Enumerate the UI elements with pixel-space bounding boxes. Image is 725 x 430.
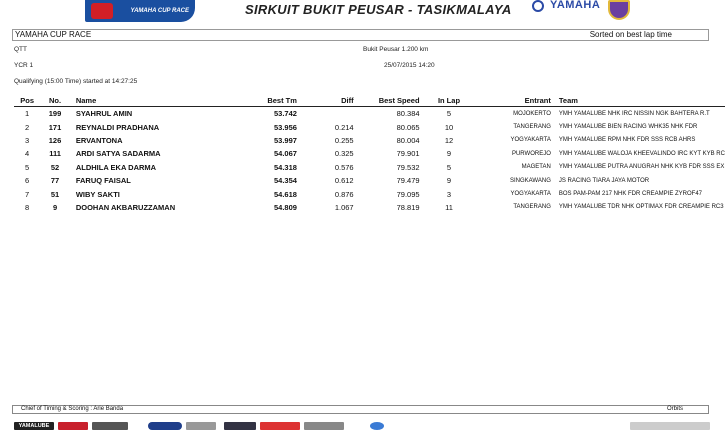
sponsor-logo	[58, 422, 88, 430]
session-class: YCR 1	[14, 62, 34, 69]
cell-entrant: PURWOREJO	[511, 150, 551, 157]
cell-name: WIBY SAKTI	[75, 189, 120, 199]
cell-no: 111	[49, 149, 61, 159]
cell-name: FARUQ FAISAL	[75, 176, 131, 186]
cell-entrant: TANGERANG	[513, 204, 551, 211]
sponsor-logo	[260, 422, 300, 430]
cell-in-lap: 5	[446, 162, 452, 172]
table-row	[14, 174, 725, 187]
session-datetime: 25/07/2015 14:20	[384, 62, 435, 69]
table-row	[14, 120, 725, 133]
yamaha-logo-text: YAMAHA	[550, 0, 601, 11]
cell-in-lap: 3	[446, 189, 452, 199]
event-title: YAMAHA CUP RACE	[15, 30, 92, 39]
logo-red-mark	[91, 3, 113, 19]
table-row	[14, 107, 725, 121]
event-bar	[12, 29, 709, 41]
cell-no: 51	[50, 189, 60, 199]
table-row	[14, 201, 725, 214]
cell-name: DOOHAN AKBARUZZAMAN	[75, 202, 176, 212]
cell-team: YMH YAMALUBE NHK IRC NISSIN NGK BAHTERA R.T	[558, 110, 710, 117]
cell-best-tm: 54.809	[273, 202, 297, 212]
col-name: Name	[75, 96, 97, 105]
cell-no: 126	[48, 135, 62, 145]
sponsor-logo	[304, 422, 344, 430]
col-pos: Pos	[20, 96, 34, 105]
cell-best-speed: 79.479	[396, 176, 420, 186]
sponsor-logo	[224, 422, 256, 430]
col-entrant: Entrant	[524, 96, 551, 105]
cell-name: ALDHILA EKA DARMA	[75, 162, 157, 172]
cell-entrant: YOGYAKARTA	[510, 191, 551, 198]
session-code: QTT	[14, 46, 27, 53]
cell-diff: 0.214	[334, 122, 354, 132]
sponsor-yamalube: YAMALUBE	[14, 422, 54, 430]
page-header	[0, 0, 725, 26]
table-row	[14, 147, 725, 160]
cell-in-lap: 11	[445, 202, 453, 212]
cell-name: REYNALDI PRADHANA	[75, 122, 160, 132]
cell-in-lap: 12	[444, 135, 454, 145]
col-diff: Diff	[341, 96, 354, 105]
cell-best-tm: 54.618	[273, 189, 297, 199]
sponsor-logo	[148, 422, 182, 430]
cell-team: YMH YAMALUBE PUTRA ANUGRAH NHK KYB FDR SSS EX	[558, 164, 725, 171]
cell-best-tm: 53.997	[273, 135, 297, 145]
logo-text: YAMAHA CUP RACE	[130, 7, 189, 14]
sort-label: Sorted on best lap time	[589, 30, 672, 39]
cell-best-tm: 53.742	[273, 109, 297, 119]
table-row	[14, 134, 725, 147]
cell-team: YMH YAMALUBE WALOJA KHEEVALINDO IRC KYT KYB RC	[558, 150, 725, 157]
cell-diff: 0.576	[334, 162, 354, 172]
cell-name: SYAHRUL AMIN	[75, 109, 133, 119]
cell-in-lap: 5	[446, 109, 452, 119]
cell-no: 52	[50, 162, 60, 172]
cell-best-speed: 79.901	[396, 149, 420, 159]
cell-pos: 4	[25, 149, 30, 159]
cell-entrant: MOJOKERTO	[513, 110, 551, 117]
cell-best-tm: 54.354	[273, 176, 297, 186]
cell-best-tm: 54.067	[273, 149, 297, 159]
results-table	[14, 95, 725, 214]
cell-best-speed: 78.819	[396, 202, 420, 212]
cell-diff: 0.325	[334, 149, 354, 159]
cell-pos: 7	[25, 189, 30, 199]
cell-pos: 3	[25, 135, 30, 145]
chief-of-timing: Chief of Timing & Scoring : Arie Banda	[21, 406, 124, 412]
cell-entrant: MAGETAN	[521, 164, 551, 171]
cell-pos: 2	[25, 122, 30, 132]
cell-team: BOS PAM-PAM 217 NHK FDR CREAMPIE ZYROF47	[558, 191, 703, 198]
cell-diff: 1.067	[334, 202, 354, 212]
cell-pos: 6	[25, 176, 30, 186]
cell-diff: 0.876	[334, 189, 354, 199]
col-in-lap: In Lap	[437, 96, 461, 105]
cell-in-lap: 10	[444, 122, 454, 132]
cell-entrant: SINGKAWANG	[509, 177, 551, 184]
cell-best-speed: 80.065	[396, 122, 420, 132]
cell-best-speed: 80.004	[396, 135, 420, 145]
cell-diff: 0.612	[334, 176, 354, 186]
footer-bar	[12, 405, 709, 414]
table-row	[14, 161, 725, 174]
table-header-row	[14, 95, 725, 107]
cell-team: YMH YAMALUBE RPM NHK FDR SSS RCB AHRS	[558, 137, 696, 144]
cell-no: 77	[50, 176, 60, 186]
cup-race-logo	[85, 0, 195, 22]
cell-diff: 0.255	[334, 135, 354, 145]
cell-best-tm: 54.318	[273, 162, 297, 172]
session-started: Qualifying (15:00 Time) started at 14:27:25	[14, 78, 138, 85]
cell-best-speed: 80.384	[396, 109, 420, 119]
table-row	[14, 187, 725, 200]
cell-no: 9	[52, 202, 58, 212]
cell-no: 199	[48, 109, 62, 119]
cell-team: YMH YAMALUBE TDR NHK OPTIMAX FDR CREAMPIE RC3	[558, 204, 724, 211]
cell-team: JS RACING TIARA JAYA MOTOR	[558, 177, 650, 184]
cell-entrant: YOGYAKARTA	[510, 137, 551, 144]
orbits-label: Orbits	[667, 406, 684, 412]
cell-in-lap: 9	[446, 149, 452, 159]
cell-pos: 8	[25, 202, 30, 212]
cell-name: ERVANTONA	[75, 135, 123, 145]
cell-best-speed: 79.095	[396, 189, 420, 199]
cell-best-tm: 53.956	[273, 122, 297, 132]
sponsor-strip	[0, 419, 725, 430]
cell-pos: 5	[25, 162, 30, 172]
cell-name: ARDI SATYA SADARMA	[75, 149, 161, 159]
cell-entrant: TANGERANG	[513, 124, 551, 131]
cell-diff	[297, 107, 354, 121]
col-best-speed: Best Speed	[378, 96, 420, 105]
crest-shield-icon	[608, 0, 630, 20]
sponsor-logo	[92, 422, 128, 430]
sponsor-logo	[186, 422, 216, 430]
cell-team: YMH YAMALUBE BIEN RACING WHK35 NHK FDR	[558, 124, 698, 131]
sponsor-logo	[630, 422, 710, 430]
col-no: No.	[48, 96, 62, 105]
col-best-tm: Best Tm	[267, 96, 297, 105]
cell-in-lap: 9	[446, 176, 452, 186]
yamaha-emblem-icon	[532, 0, 544, 12]
sponsor-logo	[370, 422, 384, 430]
cell-best-speed: 79.532	[396, 162, 420, 172]
cell-no: 171	[48, 122, 62, 132]
circuit-title: SIRKUIT BUKIT PEUSAR - TASIKMALAYA	[245, 2, 512, 17]
track-info: Bukit Peusar 1.200 km	[363, 46, 429, 53]
cell-pos: 1	[25, 109, 30, 119]
yamaha-logo	[532, 0, 606, 16]
col-team: Team	[558, 96, 578, 105]
